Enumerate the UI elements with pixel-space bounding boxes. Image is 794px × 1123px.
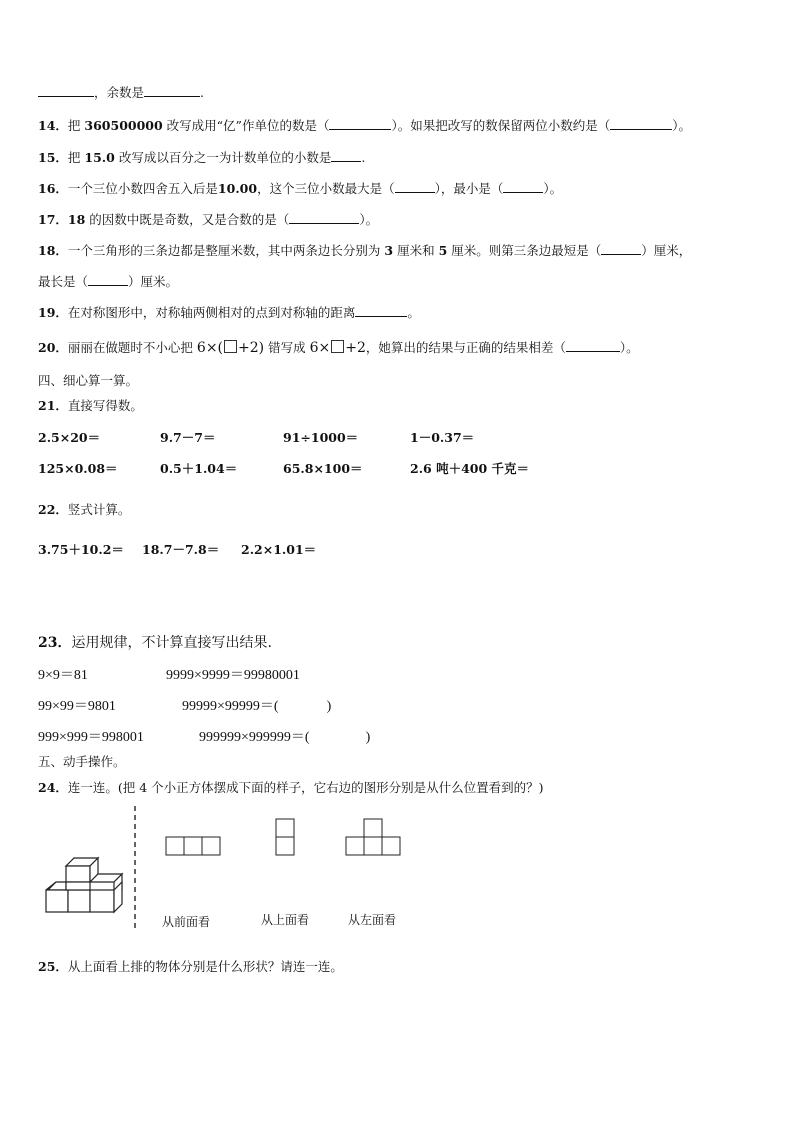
calc-21-7: 65.8×100＝ [283,461,363,476]
calc-21-3: 91÷1000＝ [283,430,359,445]
caption-left-view: 从左面看 [348,913,397,927]
q19-blank[interactable] [355,304,407,317]
caption-front-view: 从前面看 [162,915,211,929]
view-two-stacked [275,818,295,856]
question-18-cont: 最长是（ ）厘米。 [38,274,179,289]
question-19: 19．在对称图形中，对称轴两侧相对的点到对称轴的距离 。 [38,305,420,320]
rule-left-3: 999×999＝998001 [38,730,144,745]
question-14: 14．把 360500000 改写成用“亿”作单位的数是（ ）。如果把改写的数保留两位小数约是（ ）。 [38,118,691,133]
view-three-in-row [165,836,221,856]
section-5-heading: 五、动手操作。 [38,754,126,769]
question-17: 17．18 的因数中既是奇数，又是合数的是（ ）。 [38,212,379,227]
q17-blank[interactable] [289,211,359,224]
dashed-divider [132,806,138,928]
section-4-heading: 四、细心算一算。 [38,373,139,388]
q13-blank-2[interactable] [144,84,200,97]
calc-21-6: 0.5＋1.04＝ [160,461,238,476]
question-23: 23．运用规律，不计算直接写出结果. [38,635,272,651]
calc-21-4: 1－0.37＝ [410,430,475,445]
q18-blank-2[interactable] [88,273,128,286]
rule-right-3: 999999×999999＝( ) [199,730,371,745]
rule-left-1: 9×9＝81 [38,668,88,683]
question-16: 16．一个三位小数四舍五入后是10.00，这个三位小数最大是（ ），最小是（ ）。 [38,181,563,196]
q16-blank-2[interactable] [503,180,543,193]
box-placeholder-2 [331,340,344,353]
question-24: 24．连一连。(把 4 个小正方体摆成下面的样子，它右边的图形分别是从什么位置看到的？) [38,780,544,795]
calc-21-5: 125×0.08＝ [38,461,118,476]
q13-line: ，余数是 . [38,83,204,101]
q20-blank[interactable] [566,339,620,352]
calc-22-2: 18.7－7.8＝ [142,542,220,557]
caption-top-view: 从上面看 [261,913,310,927]
question-25: 25．从上面看上排的物体分别是什么形状？请连一连。 [38,959,343,974]
rule-right-2: 99999×99999＝( ) [182,699,332,714]
q14-blank-1[interactable] [329,117,391,130]
calc-22-3: 2.2×1.01＝ [241,542,317,557]
rule-left-2: 99×99＝9801 [38,699,116,714]
view-t-shape [345,818,403,856]
q13-blank-1[interactable] [38,84,94,97]
calc-21-2: 9.7－7＝ [160,430,216,445]
question-15: 15．把 15.0 改写成以百分之一为计数单位的小数是 . [38,150,366,165]
question-18: 18．一个三角形的三条边都是整厘米数，其中两条边长分别为 3 厘米和 5 厘米。则第三条边最短是（ ）厘米， [38,243,692,258]
box-placeholder-1 [224,340,237,353]
expression-original: 6×( +2) [196,340,265,356]
question-21: 21．直接写得数。 [38,398,143,413]
q16-blank-1[interactable] [395,180,435,193]
q14-blank-2[interactable] [610,117,672,130]
q18-blank-1[interactable] [601,242,641,255]
rule-right-1: 9999×9999＝99980001 [166,668,300,683]
calc-21-1: 2.5×20＝ [38,430,101,445]
cube-stack-figure [44,854,126,916]
question-22: 22．竖式计算。 [38,502,131,517]
question-20: 20．丽丽在做题时不小心把 6×( +2) 错写成 6× +2，她算出的结果与正确的结果相差（ ）。 [38,340,639,356]
expression-wrong: 6× +2 [309,340,366,356]
q15-blank[interactable] [331,149,361,162]
calc-22-1: 3.75＋10.2＝ [38,542,124,557]
calc-21-8: 2.6 吨＋400 千克＝ [410,461,530,476]
